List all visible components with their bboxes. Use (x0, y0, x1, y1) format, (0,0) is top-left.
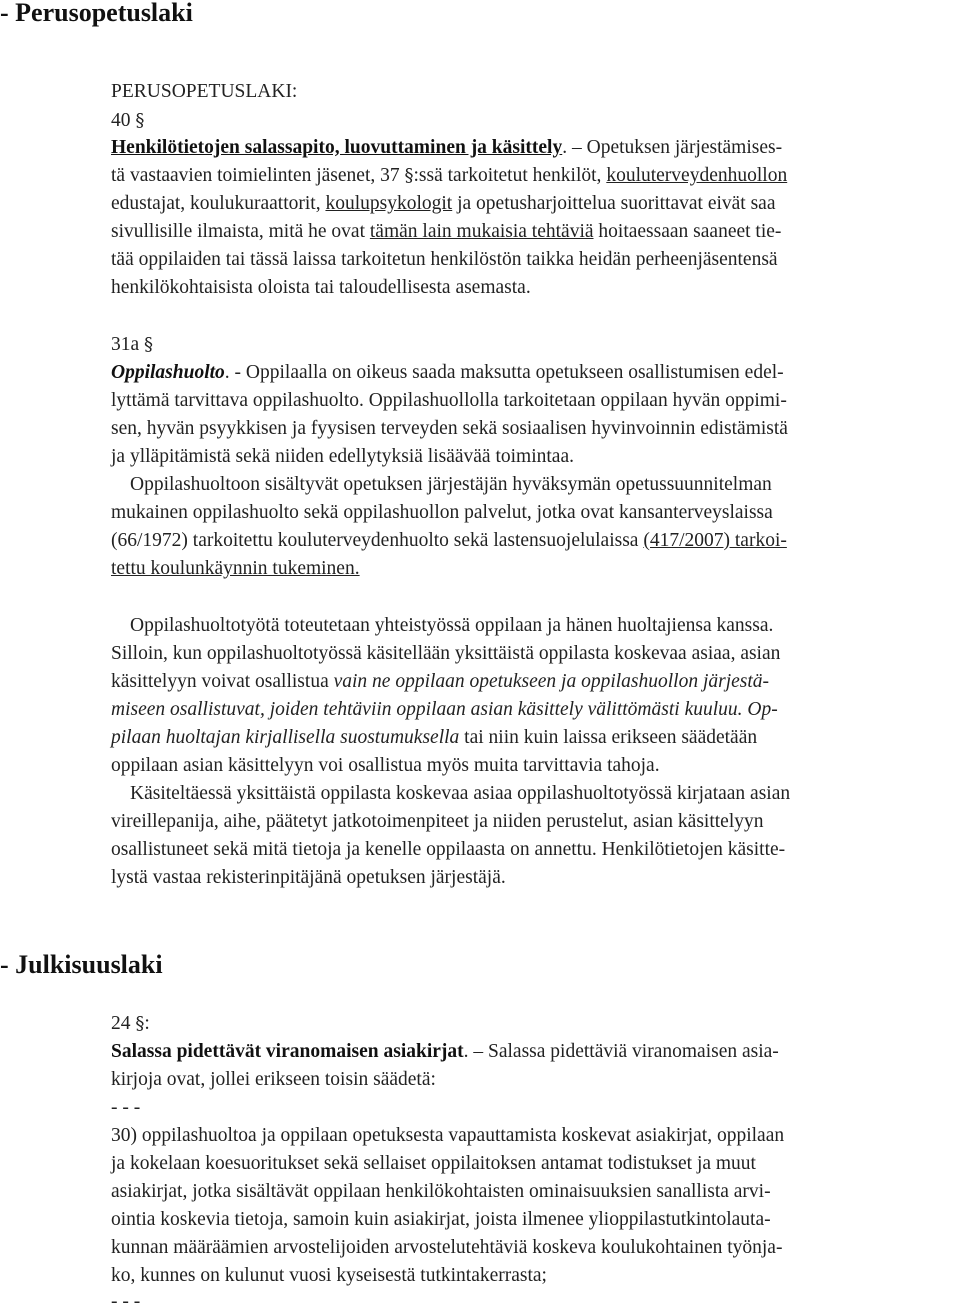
p31a-line: oppilaan asian käsittelyyn voi osallistua myös muita tarvittavia tahoja. (111, 755, 660, 776)
link-taman-lain-mukaisia-tehtavia[interactable]: tämän lain mukaisia tehtäviä (369, 221, 594, 242)
text-run: edustajat, koulukuraattorit, (111, 193, 321, 214)
paragraph-number-value: 24 (111, 1013, 131, 1034)
p40-line: tää oppilaiden tai tässä laissa tarkoitetun henkilöstön taikka heidän perheenjäsentensä (111, 249, 778, 270)
p31a-line (111, 668, 960, 696)
p24-line (111, 1038, 960, 1066)
p40-line (111, 190, 960, 218)
text-run: (66/1972) tarkoitettu kouluterveydenhuolto sekä lastensuojelulaissa (111, 530, 639, 551)
p31a-line: mukainen oppilashuolto sekä oppilashuollon palvelut, jotka ovat kansanterveyslaissa (111, 502, 773, 523)
text-run: käsittelyyn voivat osallistua (111, 671, 329, 692)
p24-line: asiakirjat, jotka sisältävät oppilaan henkilökohtaisten ominaisuuksien sanallista arvi- (111, 1181, 771, 1202)
p31a-line (111, 527, 960, 555)
p31a-line: sen, hyvän psyykkisen ja fyysisen terveyden sekä sosiaalisen hyvinvoinnin edistämistä (111, 418, 788, 439)
text-run: . – Opetuksen järjestämises- (562, 137, 783, 158)
paragraph-title: Oppilashuolto (111, 362, 225, 383)
text-run: tä vastaavien toimielinten jäsenet, 37 (111, 165, 400, 186)
p31a-line: Silloin, kun oppilashuoltotyössä käsitellään yksittäistä oppilasta koskevaa asiaa, asian (111, 643, 781, 664)
link-417-2007[interactable]: (417/2007) tarkoi- (643, 530, 787, 551)
p24-line: ja kokelaan koesuoritukset sekä sellaiset oppilaitoksen antamat todistukset ja muut (111, 1153, 756, 1174)
link-417-2007-cont[interactable]: tettu koulunkäynnin tukeminen. (111, 558, 360, 579)
p31a-line: Oppilashuoltoon sisältyvät opetuksen järjestäjän hyväksymän opetussuunnitelman (130, 474, 772, 495)
p31a-line: lystä vastaa rekisterinpitäjänä opetuksen järjestäjä. (111, 867, 506, 888)
italic-run: pilaan huoltajan kirjallisella suostumuksella (111, 727, 460, 748)
paragraph-number (111, 107, 960, 135)
paragraph-number-value: 40 (111, 110, 131, 131)
p31a-line: miseen osallistuvat, joiden tehtäviin oppilaan asian käsittely välittömästi kuuluu. Op- (111, 699, 778, 720)
p24-line: - - - (111, 1291, 141, 1312)
text-run: tai niin kuin laissa erikseen säädetään (464, 727, 758, 748)
section-heading-julkisuuslaki: - Julkisuuslaki (0, 950, 163, 979)
paragraph-number-suffix: : (144, 1013, 150, 1034)
p31a-line: ja ylläpitämistä sekä niiden edellytyksiä lisäävää toimintaa. (111, 446, 574, 467)
p31a-line: lyttämä tarvittava oppilashuolto. Oppilashuollolla tarkoitetaan oppilaan hyvän oppimi- (111, 390, 787, 411)
section-sign-icon: § (135, 1013, 145, 1034)
paragraph-title: Henkilötietojen salassapito, luovuttaminen ja käsittely (111, 137, 563, 158)
p24-line: - - - (111, 1097, 141, 1118)
paragraph-number (111, 1010, 960, 1038)
p31a-line (111, 724, 960, 752)
law-label: PERUSOPETUSLAKI: (111, 81, 298, 102)
section-heading-perusopetuslaki: - Perusopetuslaki (0, 0, 193, 27)
link-koulupsykologit[interactable]: koulupsykologit (325, 193, 453, 214)
p31a-line: osallistuneet sekä mitä tietoja ja kenelle oppilaasta on annettu. Henkilötietojen käsitte- (111, 839, 786, 860)
p40-line: henkilökohtaisista oloista tai taloudellisesta asemasta. (111, 277, 531, 298)
p31a-line (111, 555, 960, 583)
p40-line (111, 218, 960, 246)
p24-line: ko, kunnes on kulunut vuosi kyseisestä tutkintakerrasta; (111, 1265, 547, 1286)
text-run: ja opetusharjoittelua suorittavat eivät saa (457, 193, 776, 214)
italic-run: vain ne oppilaan opetukseen ja oppilashuollon järjestä- (333, 671, 770, 692)
p31a-line: Oppilashuoltotyötä toteutetaan yhteistyössä oppilaan ja hänen huoltajiensa kanssa. (130, 615, 774, 636)
p24-line: ointia koskevia tietoja, samoin kuin asiakirjat, joista ilmenee ylioppilastutkintolauta- (111, 1209, 771, 1230)
p31a-line: Käsiteltäessä yksittäistä oppilasta koskevaa asiaa oppilashuoltotyössä kirjataan asian (130, 783, 791, 804)
text-run: sivullisille ilmaista, mitä he ovat (111, 221, 366, 242)
p40-line (111, 162, 960, 190)
text-run: hoitaessaan saaneet tie- (598, 221, 782, 242)
text-run: . - Oppilaalla on oikeus saada maksutta opetukseen osallistumisen edel- (224, 362, 784, 383)
p40-line (111, 134, 960, 162)
section-sign-icon: § (135, 110, 145, 131)
paragraph-number (111, 331, 960, 359)
section-sign-icon: § (144, 334, 154, 355)
text-run: . – Salassa pidettäviä viranomaisen asia- (463, 1041, 779, 1062)
p31a-line (111, 359, 960, 387)
text-run: :ssä tarkoitetut henkilöt, (413, 165, 602, 186)
paragraph-title: Salassa pidettävät viranomaisen asiakirjat (111, 1041, 464, 1062)
paragraph-number-value: 31a (111, 334, 140, 355)
p24-line: kirjoja ovat, jollei erikseen toisin säädetä: (111, 1069, 436, 1090)
p24-line: kunnan määräämien arvostelijoiden arvostelutehtäviä koskeva koulukohtainen työnja- (111, 1237, 783, 1258)
p31a-line: vireillepanija, aihe, päätetyt jatkotoimenpiteet ja niiden perustelut, asian käsittelyyn (111, 811, 764, 832)
p24-line: 30) oppilashuoltoa ja oppilaan opetuksesta vapauttamista koskevat asiakirjat, oppilaan (111, 1125, 785, 1146)
section-sign-icon: § (404, 165, 414, 186)
link-kouluterveydenhuollon[interactable]: kouluterveydenhuollon (606, 165, 788, 186)
